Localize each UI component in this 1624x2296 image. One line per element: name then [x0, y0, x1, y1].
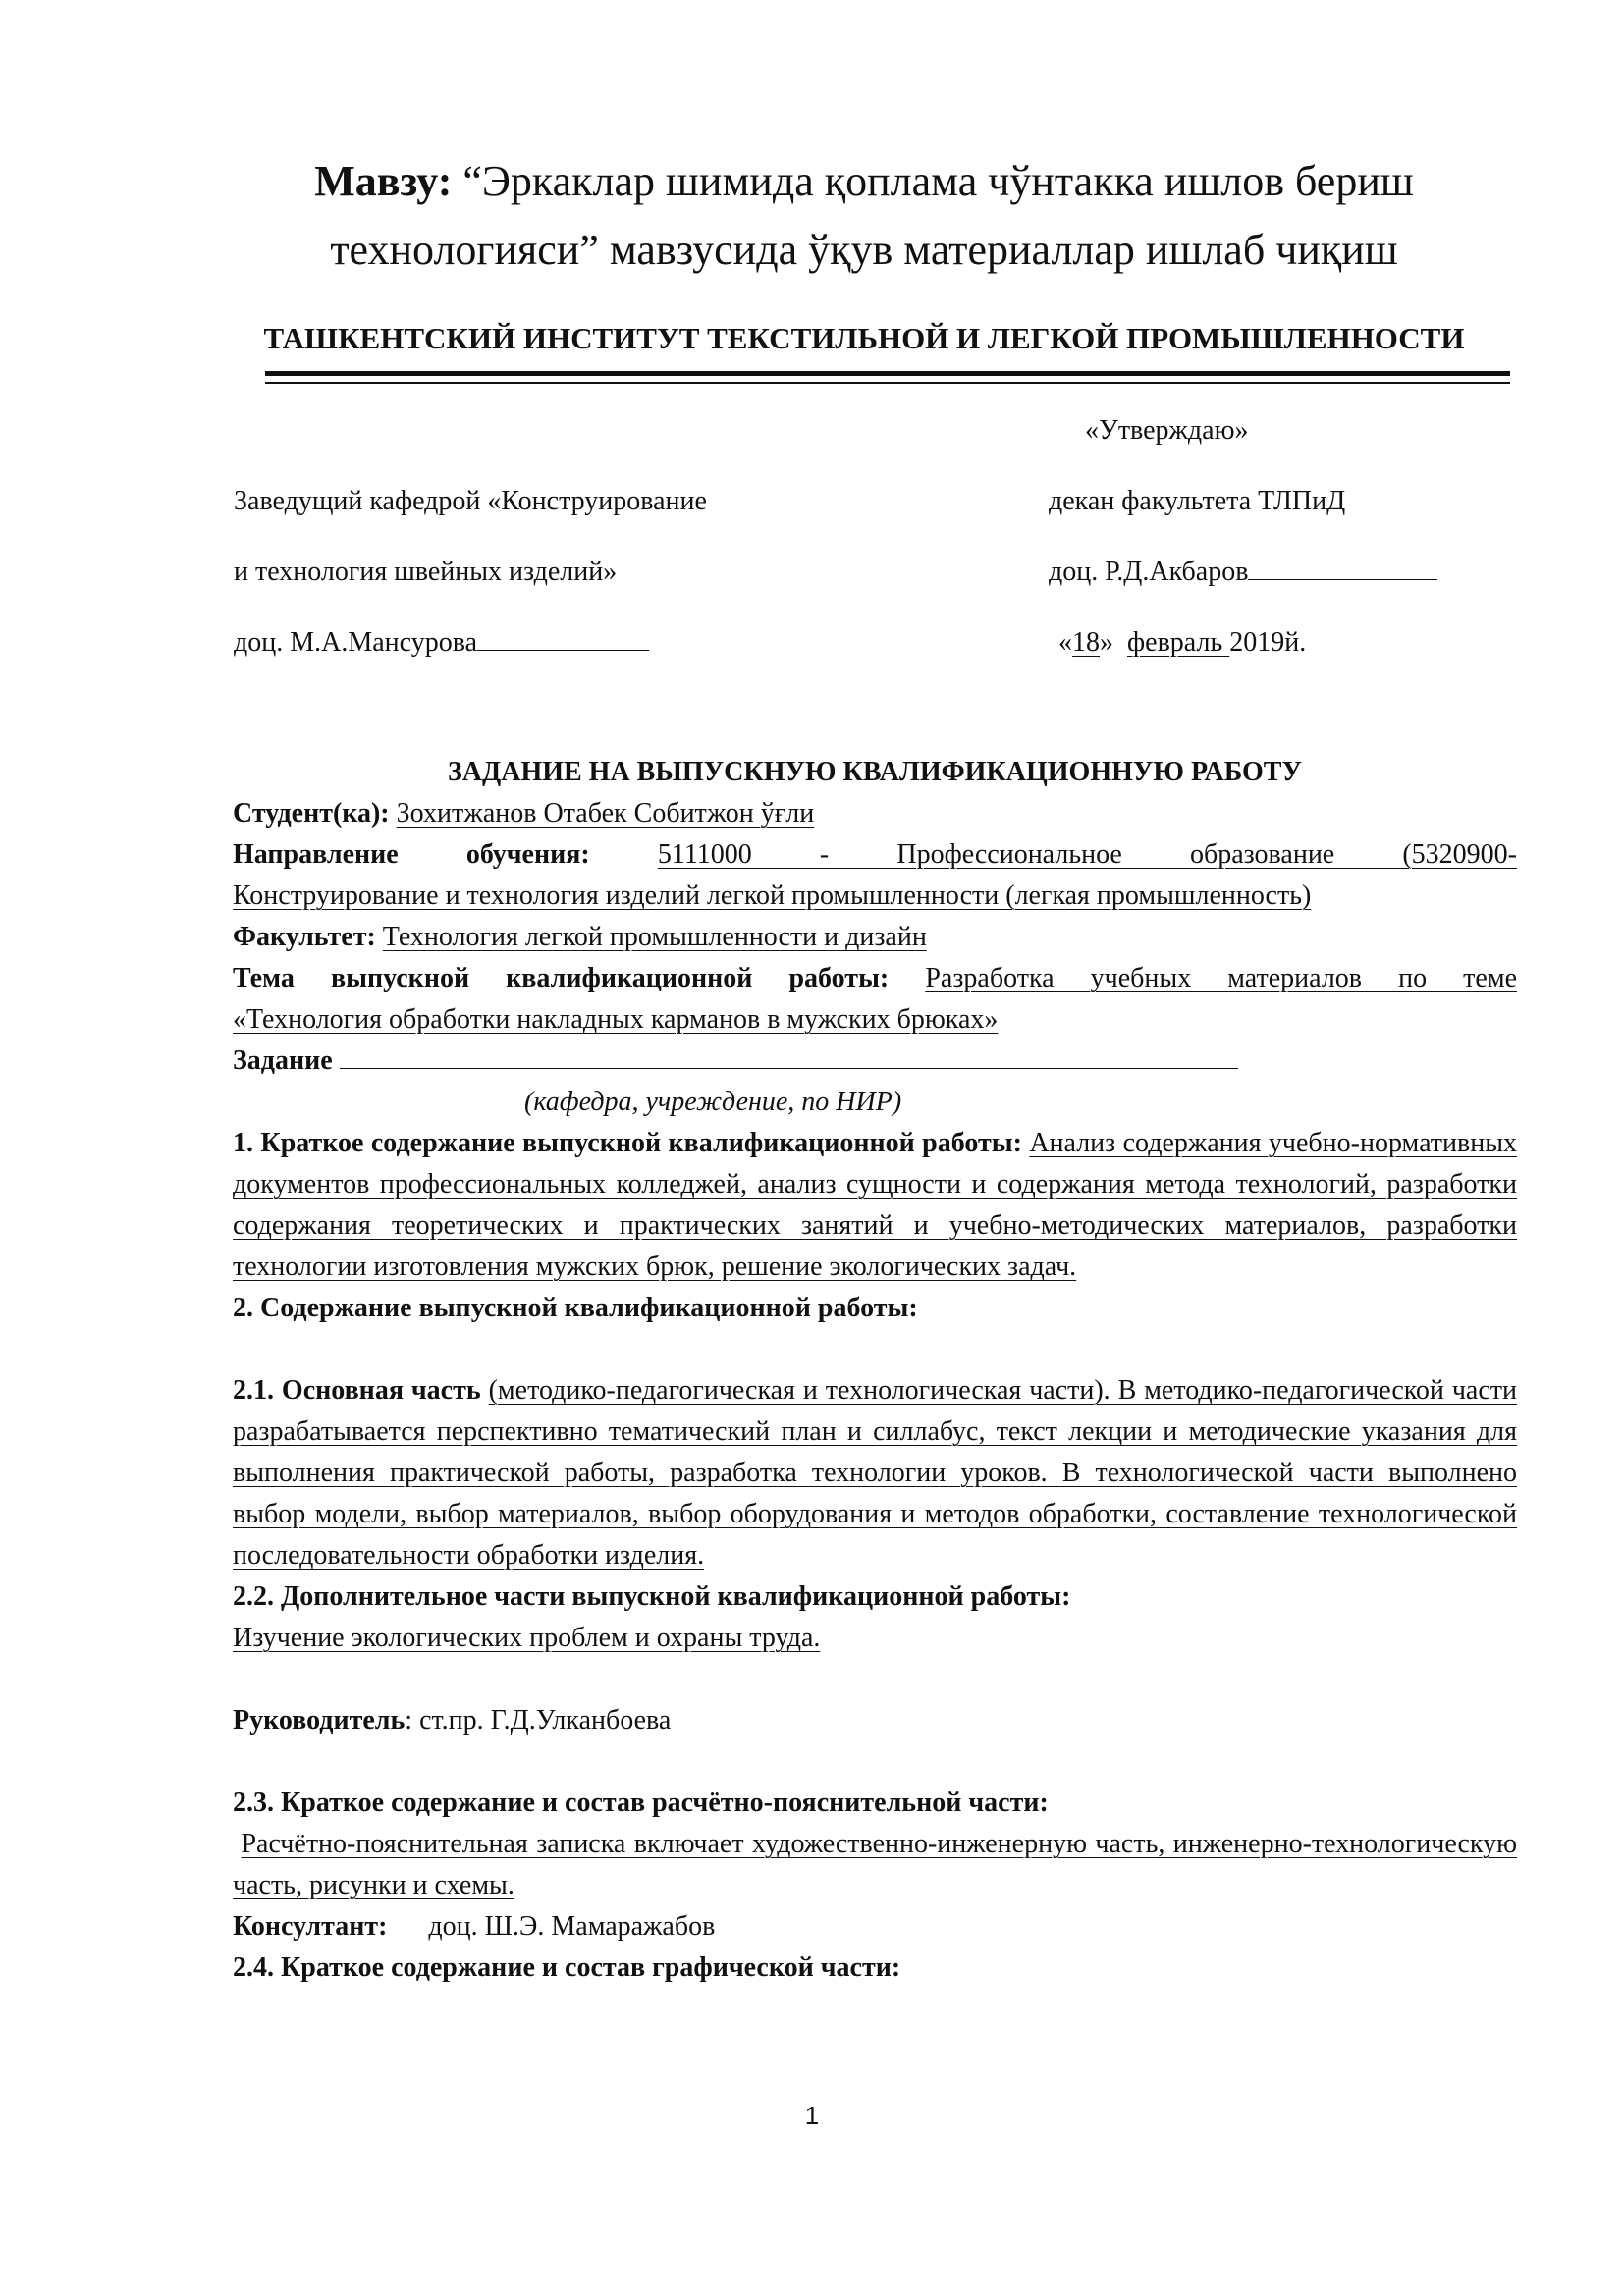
consultant-label: Консултант: — [233, 1911, 388, 1942]
section-2-3-text: Расчётно-пояснительная записка включает художественно-инженерную часть, инженерно-технологическую часть, рисунки и схемы. — [233, 1829, 1518, 1900]
date-day: 18 — [1072, 627, 1100, 658]
theme-label: Тема выпускной квалификационной работы: — [233, 963, 890, 993]
document-topic — [255, 147, 1473, 285]
department-head-signature — [234, 622, 649, 664]
task-note: (кафедра, учреждение, по НИР) — [524, 1087, 902, 1117]
section-2-4-label: 2.4. Краткое содержание и состав графической части: — [233, 1952, 901, 1983]
consultant-line — [233, 1906, 1517, 1948]
faculty-label: Факультет: — [233, 922, 376, 952]
section-2-1-text: (методико-педагогическая и технологическая части). В методико-педагогической части разрабатывается перспективно тематический план и силлабус, текст лекции и методические указания для выполнения практической работы, разработка технологии уроков. В технологической части выполнено выбор модели, выбор материалов, выбор оборудования и методов обработки, составление технологической последовательности обработки изделия. — [233, 1375, 1518, 1571]
supervisor-label: Руководитель — [233, 1705, 406, 1735]
dean-title: декан факультета ТЛПиД — [1049, 486, 1346, 516]
supervisor-value: : ст.пр. Г.Д.Улканбоева — [405, 1705, 672, 1735]
department-signature-blank — [477, 622, 649, 651]
date-year: 2019й. — [1229, 627, 1307, 658]
section-2-1 — [233, 1370, 1517, 1576]
task-line — [233, 1041, 1517, 1082]
section-2-2-label: 2.2. Дополнительное части выпускной квалификационной работы: — [233, 1581, 1071, 1612]
section-2-label: 2. Содержание выпускной квалификационной работы: — [233, 1293, 918, 1323]
section-2-1-label: 2.1. Основная часть — [233, 1375, 481, 1406]
header-rule-thin — [265, 382, 1510, 384]
header-rule-thick — [265, 371, 1510, 376]
theme-line-1 — [233, 958, 1517, 999]
section-1 — [233, 1123, 1517, 1288]
topic-text: “Эркаклар шимида қоплама чўнтакка ишлов бериш технологияси” мавзусида ўқув материаллар ишлаб чиқиш — [330, 157, 1414, 274]
student-line — [233, 793, 1517, 834]
theme-value-cont: «Технология обработки накладных карманов в мужских брюках» — [233, 1004, 999, 1035]
approval-heading: «Утверждаю» — [1085, 415, 1249, 446]
topic-label: Мавзу: — [314, 157, 453, 205]
task-blank — [340, 1041, 1238, 1069]
assignment-body — [233, 752, 1517, 1989]
direction-line-2 — [233, 876, 1517, 917]
consultant-value: доц. Ш.Э. Мамаражабов — [428, 1911, 716, 1942]
department-line-1: Заведущий кафедрой «Конструирование — [234, 486, 707, 516]
theme-line-2 — [233, 999, 1517, 1041]
department-head-name: доц. М.А.Мансурова — [234, 627, 477, 658]
assignment-title: ЗАДАНИЕ НА ВЫПУСКНУЮ КВАЛИФИКАЦИОННУЮ РАБОТУ — [447, 757, 1303, 787]
section-2-3 — [233, 1824, 1517, 1906]
dean-signature-line — [1049, 552, 1437, 593]
faculty-line — [233, 917, 1517, 958]
student-label: Студент(ка): — [233, 798, 390, 828]
direction-label: Направление обучения: — [233, 839, 590, 870]
student-value: Зохитжанов Отабек Собитжон ўғли — [396, 798, 815, 828]
institute-name: ТАШКЕНТСКИЙ ИНСТИТУТ ТЕКСТИЛЬНОЙ И ЛЕГКОЙ ПРОМЫШЛЕННОСТИ — [263, 321, 1465, 355]
section-2-2-text: Изучение экологических проблем и охраны труда. — [233, 1623, 821, 1653]
section-1-label: 1. Краткое содержание выпускной квалификационной работы: — [233, 1128, 1022, 1158]
section-2-3-label: 2.3. Краткое содержание и состав расчётно-пояснительной части: — [233, 1788, 1049, 1818]
direction-line-1 — [233, 834, 1517, 876]
department-line-2: и технология швейных изделий» — [234, 557, 618, 587]
supervisor-line — [233, 1700, 1517, 1741]
dean-name: доц. Р.Д.Акбаров — [1049, 557, 1249, 587]
approval-date: «18» февраль 2019й. — [1058, 627, 1307, 658]
page-number: 1 — [804, 2101, 820, 2130]
theme-value: Разработка учебных материалов по теме — [925, 963, 1517, 993]
direction-value: 5111000 - Профессиональное образование (5320900- — [657, 839, 1518, 870]
direction-value-cont: Конструирование и технология изделий легкой промышленности (легкая промышленность) — [233, 881, 1312, 911]
dean-signature-blank — [1248, 552, 1437, 580]
task-label: Задание — [233, 1045, 333, 1076]
date-month: февраль — [1127, 627, 1230, 658]
faculty-value: Технология легкой промышленности и дизайн — [382, 922, 927, 952]
section-2-2 — [233, 1618, 1517, 1659]
section-1-text: Анализ содержания учебно-нормативных документов профессиональных колледжей, анализ сущности и содержания метода технологий, разработки содержания теоретических и практических занятий и учебно-методических материалов, разработки технологии изготовления мужских брюк, решение экологических задач. — [233, 1128, 1518, 1282]
